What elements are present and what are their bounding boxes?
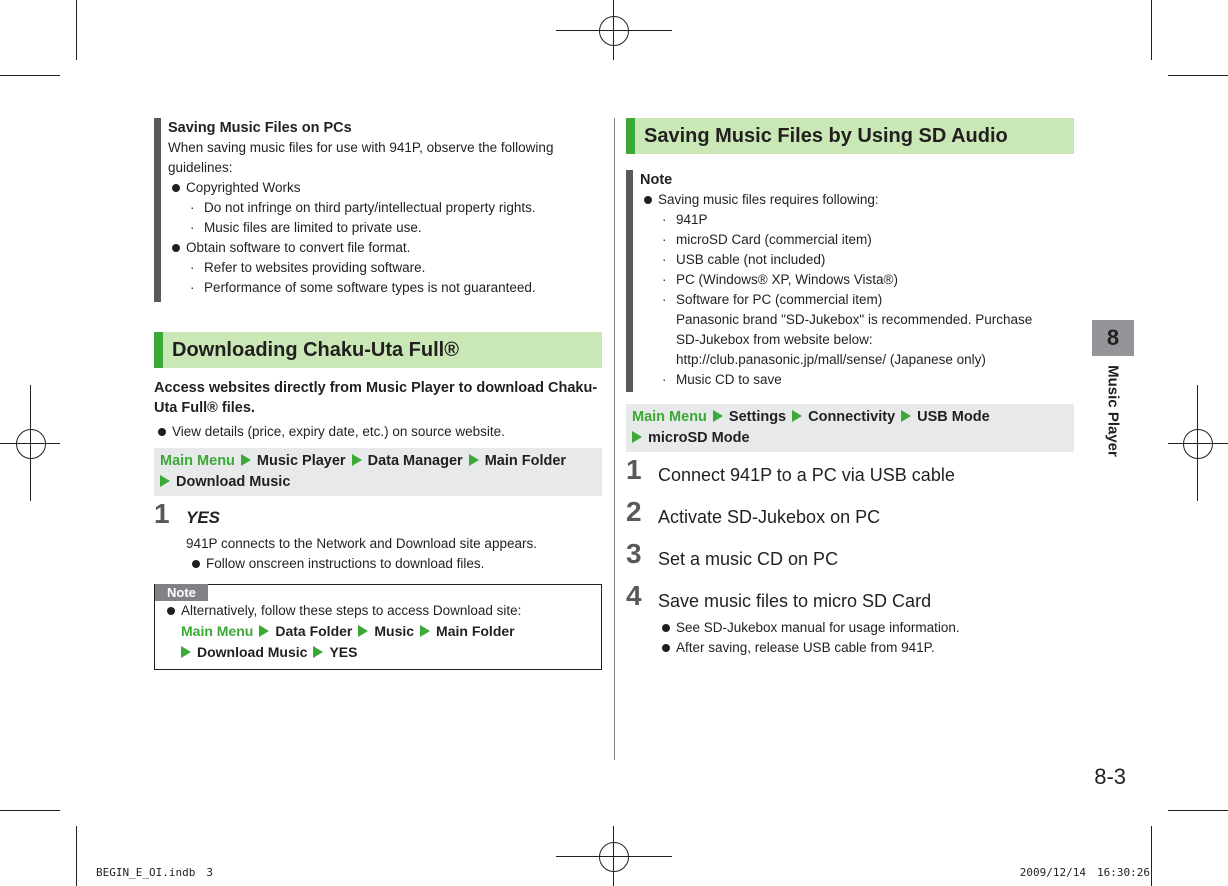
note-path-p2: Music <box>374 623 415 639</box>
sd-menu-path <box>626 404 1074 452</box>
download-heading: Downloading Chaku-Uta Full® <box>154 332 602 368</box>
pc-bullet-2: Obtain software to convert file format. <box>168 238 602 258</box>
sd-item-5: · Software for PC (commercial item) <box>640 290 1074 310</box>
arrow-right-icon <box>469 454 479 466</box>
menu-p1: Music Player <box>256 453 346 469</box>
step-number: 1 <box>154 498 170 529</box>
download-step-1 <box>154 498 602 574</box>
column-divider <box>614 118 615 760</box>
arrow-right-icon <box>358 625 368 637</box>
chapter-tab: 8 <box>1092 320 1134 356</box>
sd-note-bullet: Saving music files requires following: <box>640 190 1074 210</box>
step-number: 4 <box>626 580 642 611</box>
note-path-main: Main Menu <box>181 623 254 639</box>
step-text: Connect 941P to a PC via USB cable <box>658 465 955 485</box>
step-text: Save music files to micro SD Card <box>658 591 932 611</box>
step-text: Activate SD-Jukebox on PC <box>658 507 881 527</box>
chapter-label <box>1092 356 1134 466</box>
sd-software-line-3: http://club.panasonic.jp/mall/sense/ (Japanese only) <box>676 352 986 367</box>
note-path-p1: Data Folder <box>275 623 353 639</box>
left-column <box>154 118 602 670</box>
pc-sub-2a: · Refer to websites providing software. <box>168 258 602 278</box>
note-bullet: Alternatively, follow these steps to access Download site: <box>163 601 593 621</box>
download-menu-path <box>154 448 602 496</box>
arrow-right-icon <box>632 431 642 443</box>
step1-title: YES <box>186 508 221 527</box>
note-path-p3: Main Folder <box>436 623 515 639</box>
arrow-right-icon <box>241 454 251 466</box>
arrow-right-icon <box>181 646 191 658</box>
menu-p4: Download Music <box>176 474 291 490</box>
chapter-label-text: Music Player <box>1104 365 1122 457</box>
sd-audio-heading: Saving Music Files by Using SD Audio <box>626 118 1074 154</box>
arrow-right-icon <box>259 625 269 637</box>
sd-item-1: · 941P <box>640 210 1074 230</box>
step1-desc: 941P connects to the Network and Download site appears. <box>186 536 537 551</box>
pc-sub-2b: · Performance of some software types is not guaranteed. <box>168 278 602 298</box>
step-number: 2 <box>626 496 642 527</box>
footer-file: BEGIN_E_OI.indb 3 <box>96 866 213 879</box>
menu-p3: Main Folder <box>484 453 567 469</box>
sd-item-4: · PC (Windows® XP, Windows Vista®) <box>640 270 1074 290</box>
menu-main: Main Menu <box>160 453 235 469</box>
menu-p2: Connectivity <box>808 409 896 425</box>
arrow-right-icon <box>420 625 430 637</box>
right-column <box>626 118 1074 658</box>
view-details-bullet: View details (price, expiry date, etc.) on source website. <box>154 422 602 442</box>
note-path-p4: Download Music <box>197 644 308 660</box>
step1-bullet: Follow onscreen instructions to download files. <box>188 554 602 574</box>
pc-sub-1b: · Music files are limited to private use. <box>168 218 602 238</box>
menu-p4: microSD Mode <box>648 430 750 446</box>
note-path-p5: YES <box>329 644 358 660</box>
sd-note-block <box>626 170 1074 392</box>
footer-timestamp: 2009/12/14 16:30:26 <box>1019 866 1150 879</box>
menu-p2: Data Manager <box>367 453 463 469</box>
step4-bullet-2: After saving, release USB cable from 941P. <box>658 638 1074 658</box>
pc-block-title: Saving Music Files on PCs <box>168 120 352 136</box>
sd-item-6: · Music CD to save <box>640 370 1074 390</box>
sd-step-1 <box>626 454 1074 504</box>
arrow-right-icon <box>713 410 723 422</box>
pc-guidelines-block <box>154 118 602 302</box>
arrow-right-icon <box>352 454 362 466</box>
sd-item-3: · USB cable (not included) <box>640 250 1074 270</box>
menu-p1: Settings <box>728 409 787 425</box>
sd-item-2: · microSD Card (commercial item) <box>640 230 1074 250</box>
page-number: 8-3 <box>1094 764 1126 789</box>
download-note-box <box>154 584 602 670</box>
sd-step-2 <box>626 496 1074 546</box>
step4-bullet-1: See SD-Jukebox manual for usage information. <box>658 618 1074 638</box>
arrow-right-icon <box>901 410 911 422</box>
sd-software-line-2: SD-Jukebox from website below: <box>676 332 873 347</box>
sd-note-title: Note <box>640 172 673 188</box>
menu-main: Main Menu <box>632 409 707 425</box>
pc-sub-1a: · Do not infringe on third party/intellectual property rights. <box>168 198 602 218</box>
sd-software-line-1: Panasonic brand "SD-Jukebox" is recommended. Purchase <box>676 312 1033 327</box>
note-tag: Note <box>155 584 208 601</box>
pc-bullet-1: Copyrighted Works <box>168 178 602 198</box>
step-number: 3 <box>626 538 642 569</box>
step-number: 1 <box>626 454 642 485</box>
menu-p3: USB Mode <box>917 409 990 425</box>
access-text: Access websites directly from Music Player to download Chaku-Uta Full® files. <box>154 380 598 416</box>
step-text: Set a music CD on PC <box>658 549 839 569</box>
note-path <box>163 621 593 663</box>
sd-step-4 <box>626 580 1074 658</box>
arrow-right-icon <box>313 646 323 658</box>
arrow-right-icon <box>792 410 802 422</box>
arrow-right-icon <box>160 475 170 487</box>
sd-step-3 <box>626 538 1074 588</box>
pc-block-intro: When saving music files for use with 941P, observe the following guidelines: <box>168 140 554 175</box>
